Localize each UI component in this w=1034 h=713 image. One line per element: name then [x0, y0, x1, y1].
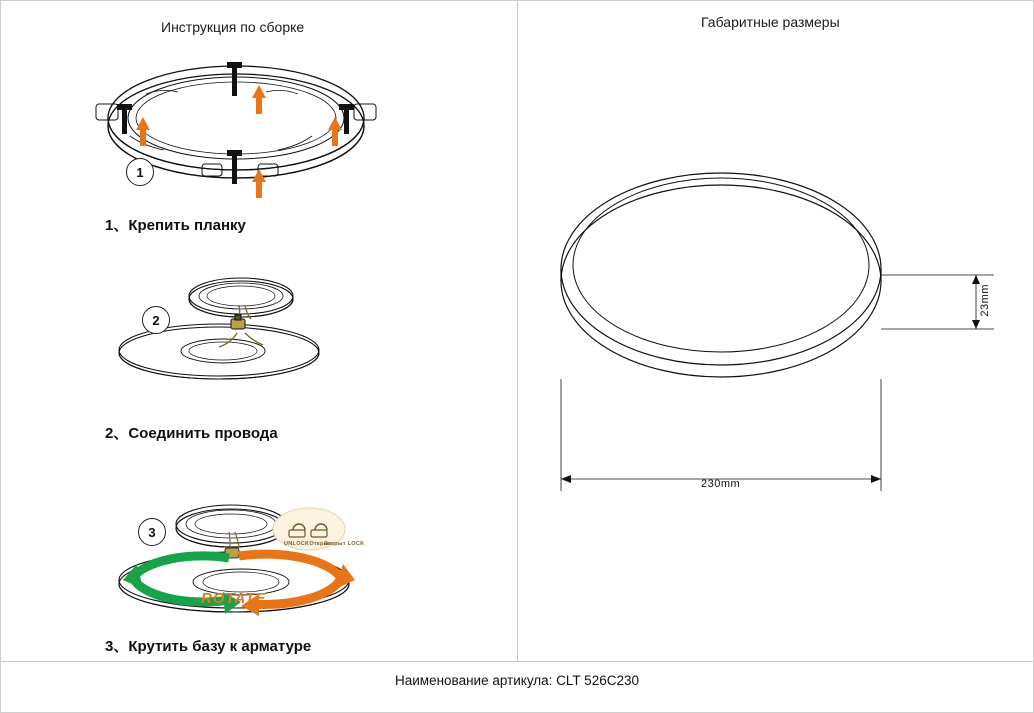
step-caption-3: 3、Крутить базу к арматуре — [105, 638, 312, 655]
article-name-footer: Наименование артикула: CLT 526C230 — [395, 673, 639, 688]
dimensions-drawing — [546, 161, 1016, 521]
right-panel-title: Габаритные размеры — [701, 14, 840, 30]
step-badge-3: 3 — [138, 518, 166, 546]
unlock-label: UNLOCKОткрыт — [284, 541, 332, 547]
step-caption-2: 2、Соединить провода — [105, 425, 278, 442]
width-dimension-label: 230mm — [701, 478, 741, 490]
rotate-label: ROTATE — [201, 590, 267, 607]
step-caption-1: 1、Крепить планку — [105, 217, 246, 234]
horizontal-divider — [1, 661, 1033, 662]
height-dimension-label: 23mm — [979, 284, 991, 317]
vertical-divider — [517, 1, 518, 661]
step-badge-1: 1 — [126, 158, 154, 186]
left-panel-title: Инструкция по сборке — [161, 19, 305, 35]
step-badge-2: 2 — [142, 306, 170, 334]
lock-label: Закрыт LOCK — [324, 541, 365, 547]
